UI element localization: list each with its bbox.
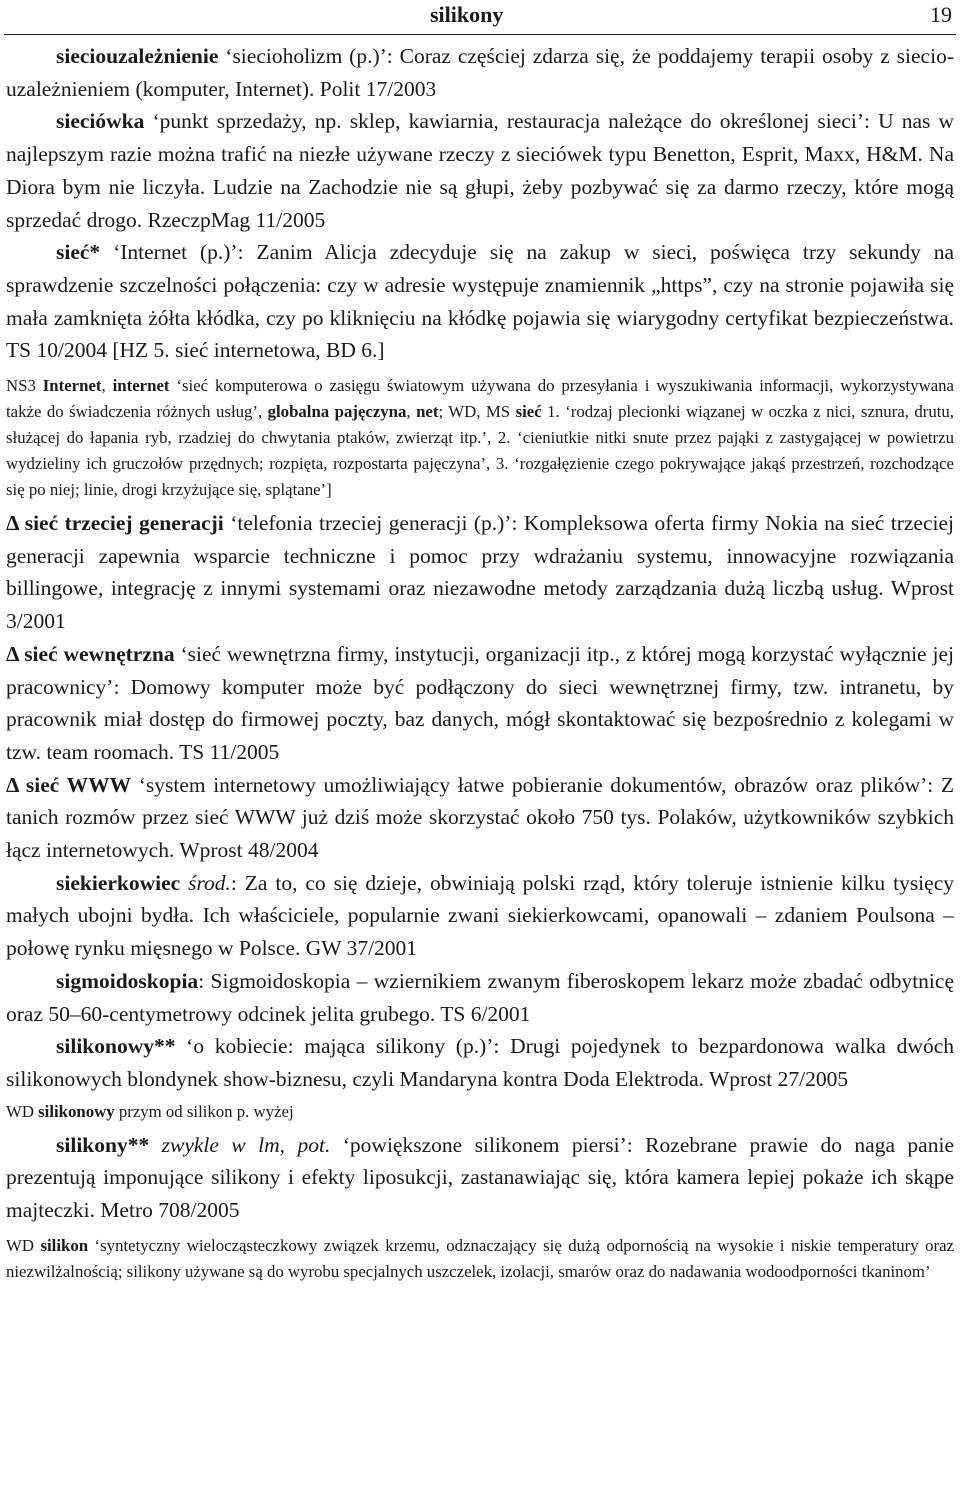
- term: silikonowy: [38, 1101, 115, 1121]
- entry-text: ‘o kobiecie: mająca silikony (p.)’: Drugi pojedynek to bezpardonowa walka dwóch silikonowych blondynek show-biznesu, czyli Mandaryna kontra Doda Elektroda. Wprost 27/2005: [6, 1034, 954, 1091]
- usage-label: środ.: [188, 870, 231, 895]
- entry-text: ‘sieć wewnętrzna firmy, instytucji, organizacji itp., z której mogą korzystać wyłącznie jej pracownicy’: Domowy komputer może być podłączony do sieci wewnętrznej firmy, tzw. intranetu, by pracownik miał dostęp do firmowej poczty, baz danych, mógł skontaktować się bezpośrednio z kolegami w tzw. team roomach. TS 11/2005: [6, 641, 954, 764]
- headword: sieć*: [56, 240, 101, 265]
- headword: Δ sieć WWW: [6, 772, 132, 797]
- headword: Δ sieć wewnętrzna: [6, 641, 175, 666]
- entry-sieciowka: [6, 105, 954, 236]
- entry-siekierkowiec: [6, 867, 954, 965]
- entry-text: ‘Internet (p.)’: Zanim Alicja zdecyduje się na zakup w sieci, poświęca trzy sekundy na sprawdzenie szczelności połączenia: czy w adresie występuje znamiennik „https”, czy na stronie pojawiła się mała zamknięta żółta kłódka, czy po kliknięciu na kłódkę pojawia się wiarygodny certyfikat bezpieczeństwa. TS 10/2004 [HZ 5. sieć internetowa, BD 6.]: [6, 240, 954, 363]
- usage-label: zwykle w lm, pot.: [149, 1132, 331, 1157]
- headword: sieciouzależnienie: [56, 44, 219, 68]
- entry-siec-wewnetrzna: [6, 638, 954, 769]
- entry-text: ‘punkt sprzedaży, np. sklep, kawiarnia, restauracja należące do określonej sieci’: U nas w najlepszym razie można trafić na niezłe używane rzeczy z sieciówek typu Benetton, Esprit, Maxx, H&M. Na Diora bym nie liczyła. Ludzie na Zachodzie nie są głupi, żeby pozbywać się za darmo rzeczy, które mogą sprzedać drogo. RzeczpMag 11/2005: [6, 109, 954, 232]
- dictionary-column: [6, 40, 954, 1285]
- note-text: 1. ‘rodzaj plecionki wiązanej w oczka z nici, sznura, drutu, służącej do łapania ryb, rzadziej do chwytania ptaków, zwierząt itp.’, 2. ‘cieniutkie nitki snute przez pająki z zastygającej w powietrzu wydzieliny ich gruczołów przędnych; rozpięta, rozpostarta pajęczyna’, 3. ‘rozgałęzienie czego pokrywające jakąś przestrzeń, rozchodzące się po niej; linie, drogi krzyżujące się, splątane’]: [6, 402, 954, 500]
- term: Internet: [42, 376, 102, 396]
- headword: silikonowy**: [56, 1034, 176, 1059]
- note-text: ‘syntetyczny wielocząsteczkowy związek krzemu, odznaczający się dużą odpornością na wysokie i niskie temperatury oraz niezwilżalnością; silikony używane są do wyrobu specjalnych uszczelek, izolacji, smarów oraz do nadawania wodoodporności tkaninom’: [6, 1235, 954, 1281]
- note-text: ,: [101, 376, 113, 396]
- headword: silikony**: [56, 1132, 150, 1157]
- headword: sieciówka: [56, 109, 145, 134]
- headword: siekierkowiec: [56, 870, 181, 895]
- term: net: [416, 402, 439, 422]
- entry-text: : Sigmoidoskopia – wziernikiem zwanym fiberoskopem lekarz może zbadać odbytnicę oraz 50–60-centymetrowy odcinek jelita grubego. TS 6/2001: [6, 968, 954, 1026]
- entry-siec-www: [6, 769, 954, 867]
- note-ns3-internet: [6, 373, 954, 503]
- header-rule: [4, 34, 956, 35]
- entry-text: ‘siecioholizm (p.)’: Coraz częściej zdarza się, że poddajemy terapii osoby z sieciouzależnieniem (komputer, Internet). Polit 17/2003: [6, 44, 954, 101]
- note-text: ; WD, MS: [438, 402, 516, 422]
- source-abbr: WD: [6, 1235, 41, 1255]
- entry-silikonowy: [6, 1030, 954, 1095]
- entry-text: ‘powiększone silikonem piersi’: Rozebrane prawie do naga panie prezentują imponujące silikony i efekty liposukcji, zastanawiając się, która kamera lepiej pokaże ich skąpe majteczki. Metro 708/2005: [6, 1132, 954, 1223]
- entry-sigmoidoskopia: [6, 965, 954, 1030]
- term: sieć: [515, 402, 542, 422]
- headword: Δ sieć trzeciej generacji: [6, 511, 224, 536]
- note-text: przym od silikon p. wyżej: [114, 1101, 294, 1121]
- entry-text: : Za to, co się dzieje, obwiniają polski rząd, który toleruje istnienie kilku tysięcy małych ubojni bydła. Ich właściciele, popularnie zwani siekierkowcami, opanowali – zdaniem Poulsona – połowę rynku mięsnego w Polsce. GW 37/2001: [6, 870, 954, 961]
- page-header: [0, 0, 960, 34]
- entry-siec: [6, 236, 954, 367]
- note-wd-silikon: [6, 1233, 954, 1285]
- source-abbr: NS3: [6, 376, 43, 396]
- note-wd-silikonowy: [6, 1099, 954, 1125]
- entry-text: ‘system internetowy umożliwiający łatwe pobieranie dokumentów, obrazów oraz plików’: Z tanich rozmów przez sieć WWW już dziś może skorzystać około 750 tys. Polaków, użytkowników szybkich łącz internetowych. Wprost 48/2004: [6, 772, 954, 863]
- page-number: 19: [930, 2, 952, 27]
- note-text: ,: [406, 402, 417, 422]
- term: silikon: [40, 1235, 89, 1255]
- term: globalna pajęczyna: [267, 402, 407, 422]
- source-abbr: WD: [6, 1101, 39, 1121]
- entry-text: ‘telefonia trzeciej generacji (p.)’: Kompleksowa oferta firmy Nokia na sieć trzeciej generacji zapewnia wsparcie techniczne i pomoc przy wdrażaniu systemu, innowacyjne rozwiązania billingowe, integrację z innymi systemami oraz niezawodne metody zarządzania dużą liczbą usług. Wprost 3/2001: [6, 511, 954, 634]
- term: internet: [112, 376, 170, 396]
- entry-siec-trzeciej-generacji: [6, 507, 954, 638]
- entry-sieciouzaleznienie: [6, 40, 954, 105]
- entry-silikony: [6, 1129, 954, 1227]
- running-headword: silikony: [430, 2, 504, 27]
- headword: sigmoidoskopia: [56, 968, 199, 993]
- note-text: ‘sieć komputerowa o zasięgu światowym używana do przesyłania i wyszukiwania informacji, wykorzystywana także do świadczenia różnych usług’,: [6, 376, 955, 422]
